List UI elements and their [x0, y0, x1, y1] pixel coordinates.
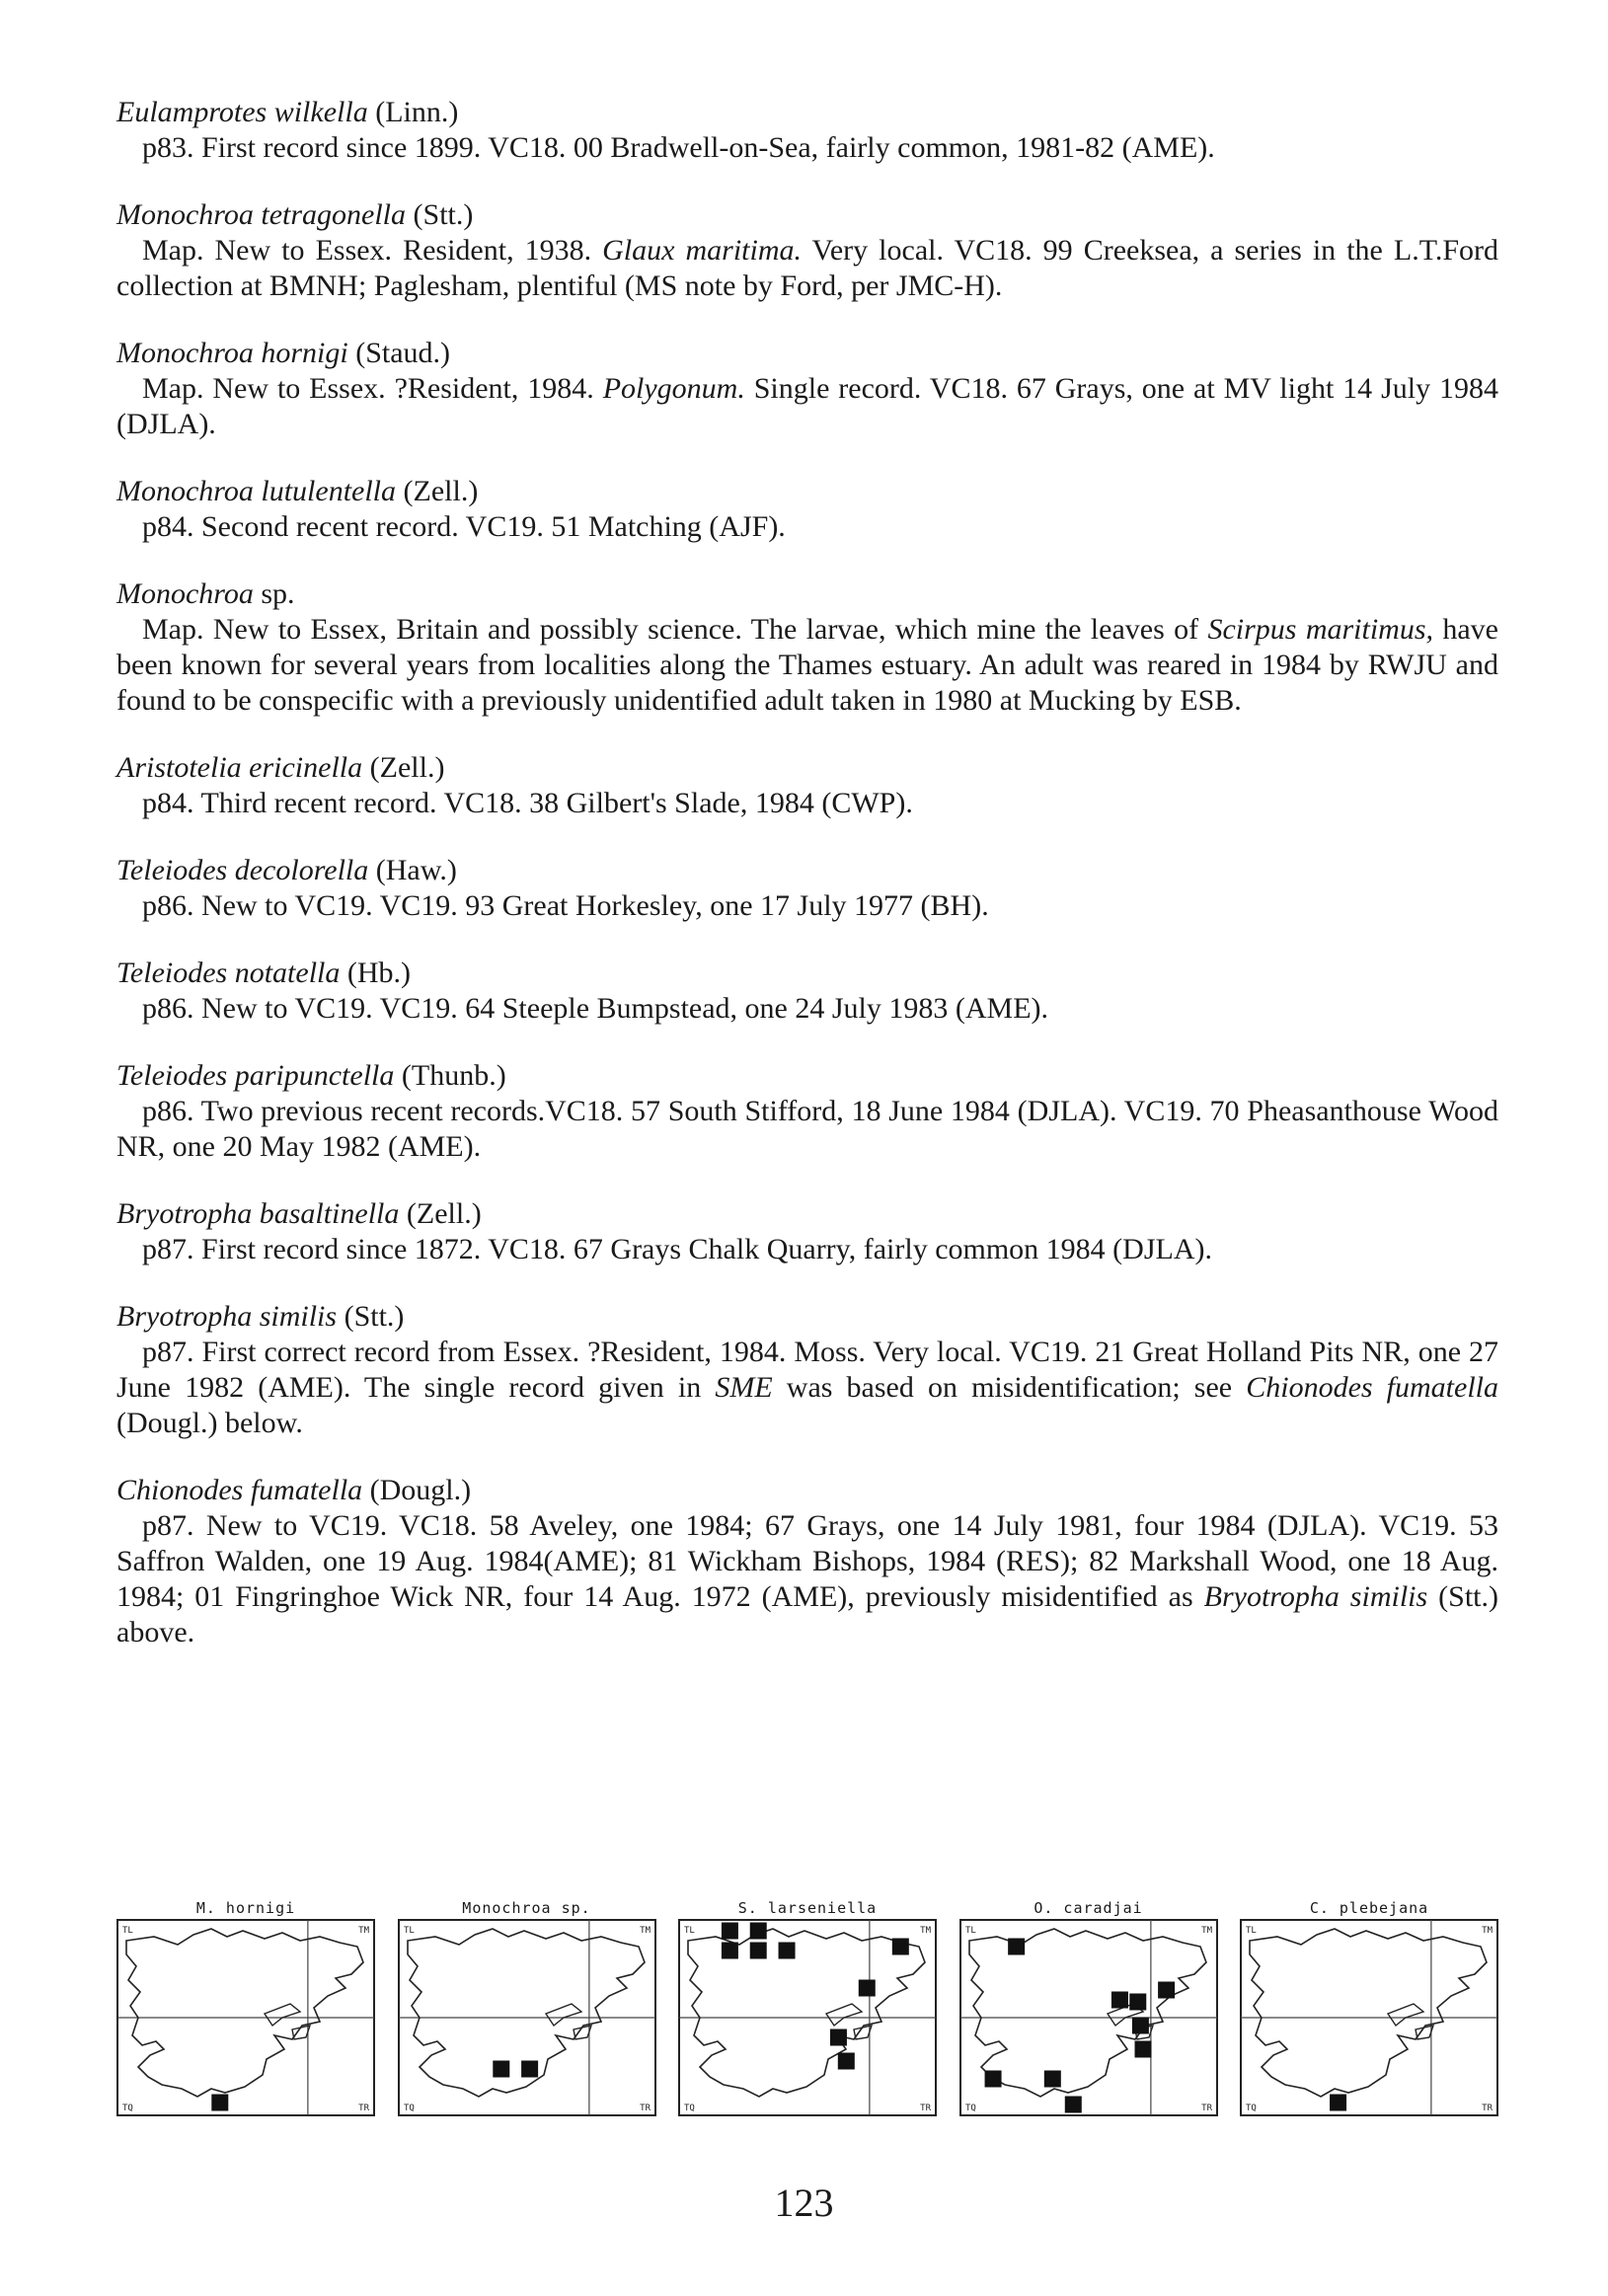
species-entry — [116, 853, 1498, 924]
record-square — [984, 2071, 1001, 2088]
record-text: Map. New to Essex. ?Resident, 1984. — [142, 372, 603, 405]
record-square — [838, 2053, 855, 2070]
map-title: M. hornigi — [195, 1899, 296, 1917]
species-genus: Teleiodes notatella — [116, 957, 341, 989]
record-square — [779, 1943, 796, 1959]
species-author: (Thunb.) — [401, 1059, 506, 1092]
grid-square-label: TR — [920, 2104, 931, 2113]
distribution-maps — [116, 1897, 1498, 2118]
species-name — [116, 853, 1498, 888]
species-entry — [116, 1473, 1498, 1650]
species-genus: Monochroa — [116, 577, 254, 610]
species-record — [116, 371, 1498, 442]
grid-square-label: TQ — [122, 2104, 133, 2113]
record-square — [1131, 2018, 1148, 2034]
species-name — [116, 197, 1498, 233]
record-square — [830, 2029, 847, 2046]
species-entry — [116, 956, 1498, 1027]
record-square — [1330, 2095, 1346, 2111]
species-genus: Monochroa hornigi — [116, 337, 348, 369]
species-record — [116, 1508, 1498, 1650]
species-genus: Bryotropha basaltinella — [116, 1197, 400, 1230]
species-author: (Dougl.) — [369, 1474, 472, 1506]
map-title: O. caradjai — [1034, 1899, 1143, 1917]
record-square — [1158, 1982, 1175, 1999]
record-square — [1043, 2071, 1060, 2088]
record-square — [1008, 1939, 1025, 1955]
species-entry — [116, 197, 1498, 304]
species-name — [116, 336, 1498, 371]
record-square — [1134, 2041, 1151, 2058]
record-text: (Stt.) above. — [116, 1580, 1498, 1648]
record-square — [722, 1923, 738, 1940]
grid-square-label: TQ — [964, 2104, 976, 2113]
essex-map — [116, 1919, 375, 2116]
species-entry — [116, 336, 1498, 442]
species-entry — [116, 1299, 1498, 1441]
record-text: have been known for several years from localities along the Thames estuary. An adult was reared in 1984 by RWJU and found to be conspecific with a previously unidentified adult taken in 1980 at Mucking by ESB. — [116, 613, 1499, 717]
record-square — [493, 2061, 509, 2078]
species-genus: Eulamprotes wilkella — [116, 96, 368, 128]
record-square — [859, 1980, 876, 1997]
species-author: (Hb.) — [346, 957, 412, 989]
grid-square-label: TL — [403, 1926, 415, 1936]
page-number: 123 — [774, 2181, 834, 2225]
grid-square-label: TQ — [1246, 2104, 1257, 2113]
grid-square-label: TQ — [684, 2104, 695, 2113]
record-text: was based on misidentification; see — [772, 1371, 1247, 1404]
county-outline — [969, 1929, 1206, 2097]
italic-text: SME — [715, 1371, 773, 1404]
italic-text: Chionodes fumatella — [1246, 1371, 1498, 1404]
species-name — [116, 1196, 1498, 1232]
record-text: Map. New to Essex. Resident, 1938. — [142, 234, 603, 267]
species-name — [116, 576, 1498, 612]
distribution-map — [398, 1897, 656, 2118]
species-author: (Zell.) — [406, 1197, 482, 1230]
species-name — [116, 750, 1498, 786]
estuary-outline — [265, 2004, 300, 2026]
species-name — [116, 956, 1498, 991]
species-author: (Zell.) — [403, 475, 479, 507]
record-square — [750, 1923, 767, 1940]
record-text: p87. New to VC19. VC18. 58 Aveley, one 1984; 67 Grays, one 14 July 1981, four 1984 (DJLA). VC19. 53 Saffron Walden, one 19 Aug. 1984(AME); 81 Wickham Bishops, 1984 (RES); 82 Markshall Wood, one 18 Aug. 1984; 01 Fingringhoe Wick NR, four 14 Aug. 1972 (AME), previously misidentified as — [116, 1509, 1498, 1613]
species-author: (Staud.) — [355, 337, 451, 369]
species-record — [116, 1232, 1498, 1267]
species-entry — [116, 576, 1498, 719]
species-genus: Aristotelia ericinella — [116, 751, 363, 784]
grid-square-label: TR — [1200, 2104, 1212, 2113]
grid-square-label: TM — [920, 1926, 931, 1936]
record-text: (Dougl.) below. — [116, 1407, 303, 1439]
species-author: (Stt.) — [344, 1300, 405, 1333]
record-text: p84. Third recent record. VC18. 38 Gilbert's Slade, 1984 (CWP). — [142, 787, 913, 819]
record-text: p86. New to VC19. VC19. 93 Great Horkesley, one 17 July 1977 (BH). — [142, 889, 989, 922]
italic-text: Scirpus maritimus, — [1207, 613, 1434, 646]
county-outline — [126, 1929, 363, 2097]
record-square — [892, 1939, 909, 1955]
species-record — [116, 233, 1498, 304]
map-title: Monochroa sp. — [462, 1899, 591, 1917]
grid-square-label: TM — [639, 1926, 651, 1936]
grid-square-label: TL — [964, 1926, 976, 1936]
map-title: C. plebejana — [1309, 1899, 1429, 1917]
species-genus: Teleiodes decolorella — [116, 854, 369, 886]
record-text: p84. Second recent record. VC19. 51 Matching (AJF). — [142, 510, 786, 543]
italic-text: Bryotropha similis — [1203, 1580, 1428, 1613]
record-text: Very local. VC18. 99 Creeksea, a series in the L.T.Ford collection at BMNH; Paglesham, plentiful (MS note by Ford, per JMC-H). — [116, 234, 1498, 302]
grid-square-label: TL — [122, 1926, 133, 1936]
species-name — [116, 1473, 1498, 1508]
species-name — [116, 95, 1498, 130]
species-entry — [116, 95, 1498, 166]
species-author: (Zell.) — [369, 751, 445, 784]
species-genus: Bryotropha similis — [116, 1300, 338, 1333]
record-square — [1129, 1994, 1146, 2011]
grid-square-label: TR — [358, 2104, 369, 2113]
estuary-outline — [826, 2004, 862, 2026]
species-record — [116, 509, 1498, 545]
species-entry — [116, 750, 1498, 821]
record-text: p87. First record since 1872. VC18. 67 Grays Chalk Quarry, fairly common 1984 (DJLA). — [142, 1233, 1212, 1265]
record-text: p86. Two previous recent records.VC18. 57 South Stifford, 18 June 1984 (DJLA). VC19. 70 Pheasanthouse Wood NR, one 20 May 1982 (AME). — [116, 1095, 1498, 1163]
species-record — [116, 1094, 1498, 1165]
record-text: Map. New to Essex, Britain and possibly science. The larvae, which mine the leaves of — [142, 613, 1208, 646]
record-square — [750, 1943, 767, 1959]
record-square — [211, 2095, 228, 2111]
estuary-outline — [546, 2004, 581, 2026]
species-genus: Monochroa lutulentella — [116, 475, 397, 507]
species-entry — [116, 1058, 1498, 1165]
grid-square-label: TL — [684, 1926, 695, 1936]
species-record — [116, 1335, 1498, 1441]
essex-map — [398, 1919, 656, 2116]
record-text: Single record. VC18. 67 Grays, one at MV light 14 July 1984 (DJLA). — [116, 372, 1498, 440]
record-text: p87. First correct record from Essex. ?Resident, 1984. Moss. Very local. VC19. 21 Great Holland Pits NR, one 27 June 1982 (AME). The single record given in — [116, 1336, 1498, 1404]
species-entry — [116, 1196, 1498, 1267]
species-author: (Haw.) — [375, 854, 457, 886]
species-author: sp. — [261, 577, 295, 610]
species-genus: Monochroa tetragonella — [116, 198, 407, 231]
species-name — [116, 474, 1498, 509]
species-name — [116, 1299, 1498, 1335]
distribution-map — [1240, 1897, 1498, 2118]
species-author: (Stt.) — [413, 198, 474, 231]
estuary-outline — [1388, 2004, 1423, 2026]
species-record — [116, 786, 1498, 821]
distribution-map — [959, 1897, 1218, 2118]
distribution-map — [678, 1897, 937, 2118]
species-genus: Teleiodes paripunctella — [116, 1059, 395, 1092]
record-text: p83. First record since 1899. VC18. 00 Bradwell-on-Sea, fairly common, 1981-82 (AME). — [142, 131, 1215, 164]
italic-text: Polygonum. — [602, 372, 745, 405]
text-column — [116, 95, 1498, 1682]
species-record — [116, 612, 1498, 719]
map-title: S. larseniella — [737, 1899, 878, 1917]
record-text: p86. New to VC19. VC19. 64 Steeple Bumpstead, one 24 July 1983 (AME). — [142, 992, 1049, 1025]
species-entry — [116, 474, 1498, 545]
record-square — [1064, 2097, 1081, 2113]
species-record — [116, 888, 1498, 924]
record-square — [1110, 1992, 1127, 2009]
grid-square-label: TQ — [403, 2104, 415, 2113]
county-outline — [1250, 1929, 1487, 2097]
grid-square-label: TR — [1482, 2104, 1493, 2113]
essex-map — [959, 1919, 1218, 2116]
record-square — [521, 2061, 538, 2078]
species-name — [116, 1058, 1498, 1094]
essex-map — [1240, 1919, 1498, 2116]
grid-square-label: TR — [639, 2104, 651, 2113]
grid-square-label: TM — [1200, 1926, 1212, 1936]
grid-square-label: TL — [1246, 1926, 1257, 1936]
distribution-map — [116, 1897, 375, 2118]
essex-map — [678, 1919, 937, 2116]
grid-square-label: TM — [1482, 1926, 1493, 1936]
grid-square-label: TM — [358, 1926, 369, 1936]
italic-text: Glaux maritima. — [602, 234, 802, 267]
species-author: (Linn.) — [375, 96, 459, 128]
species-record — [116, 130, 1498, 166]
species-record — [116, 991, 1498, 1027]
species-genus: Chionodes fumatella — [116, 1474, 363, 1506]
record-square — [722, 1943, 738, 1959]
